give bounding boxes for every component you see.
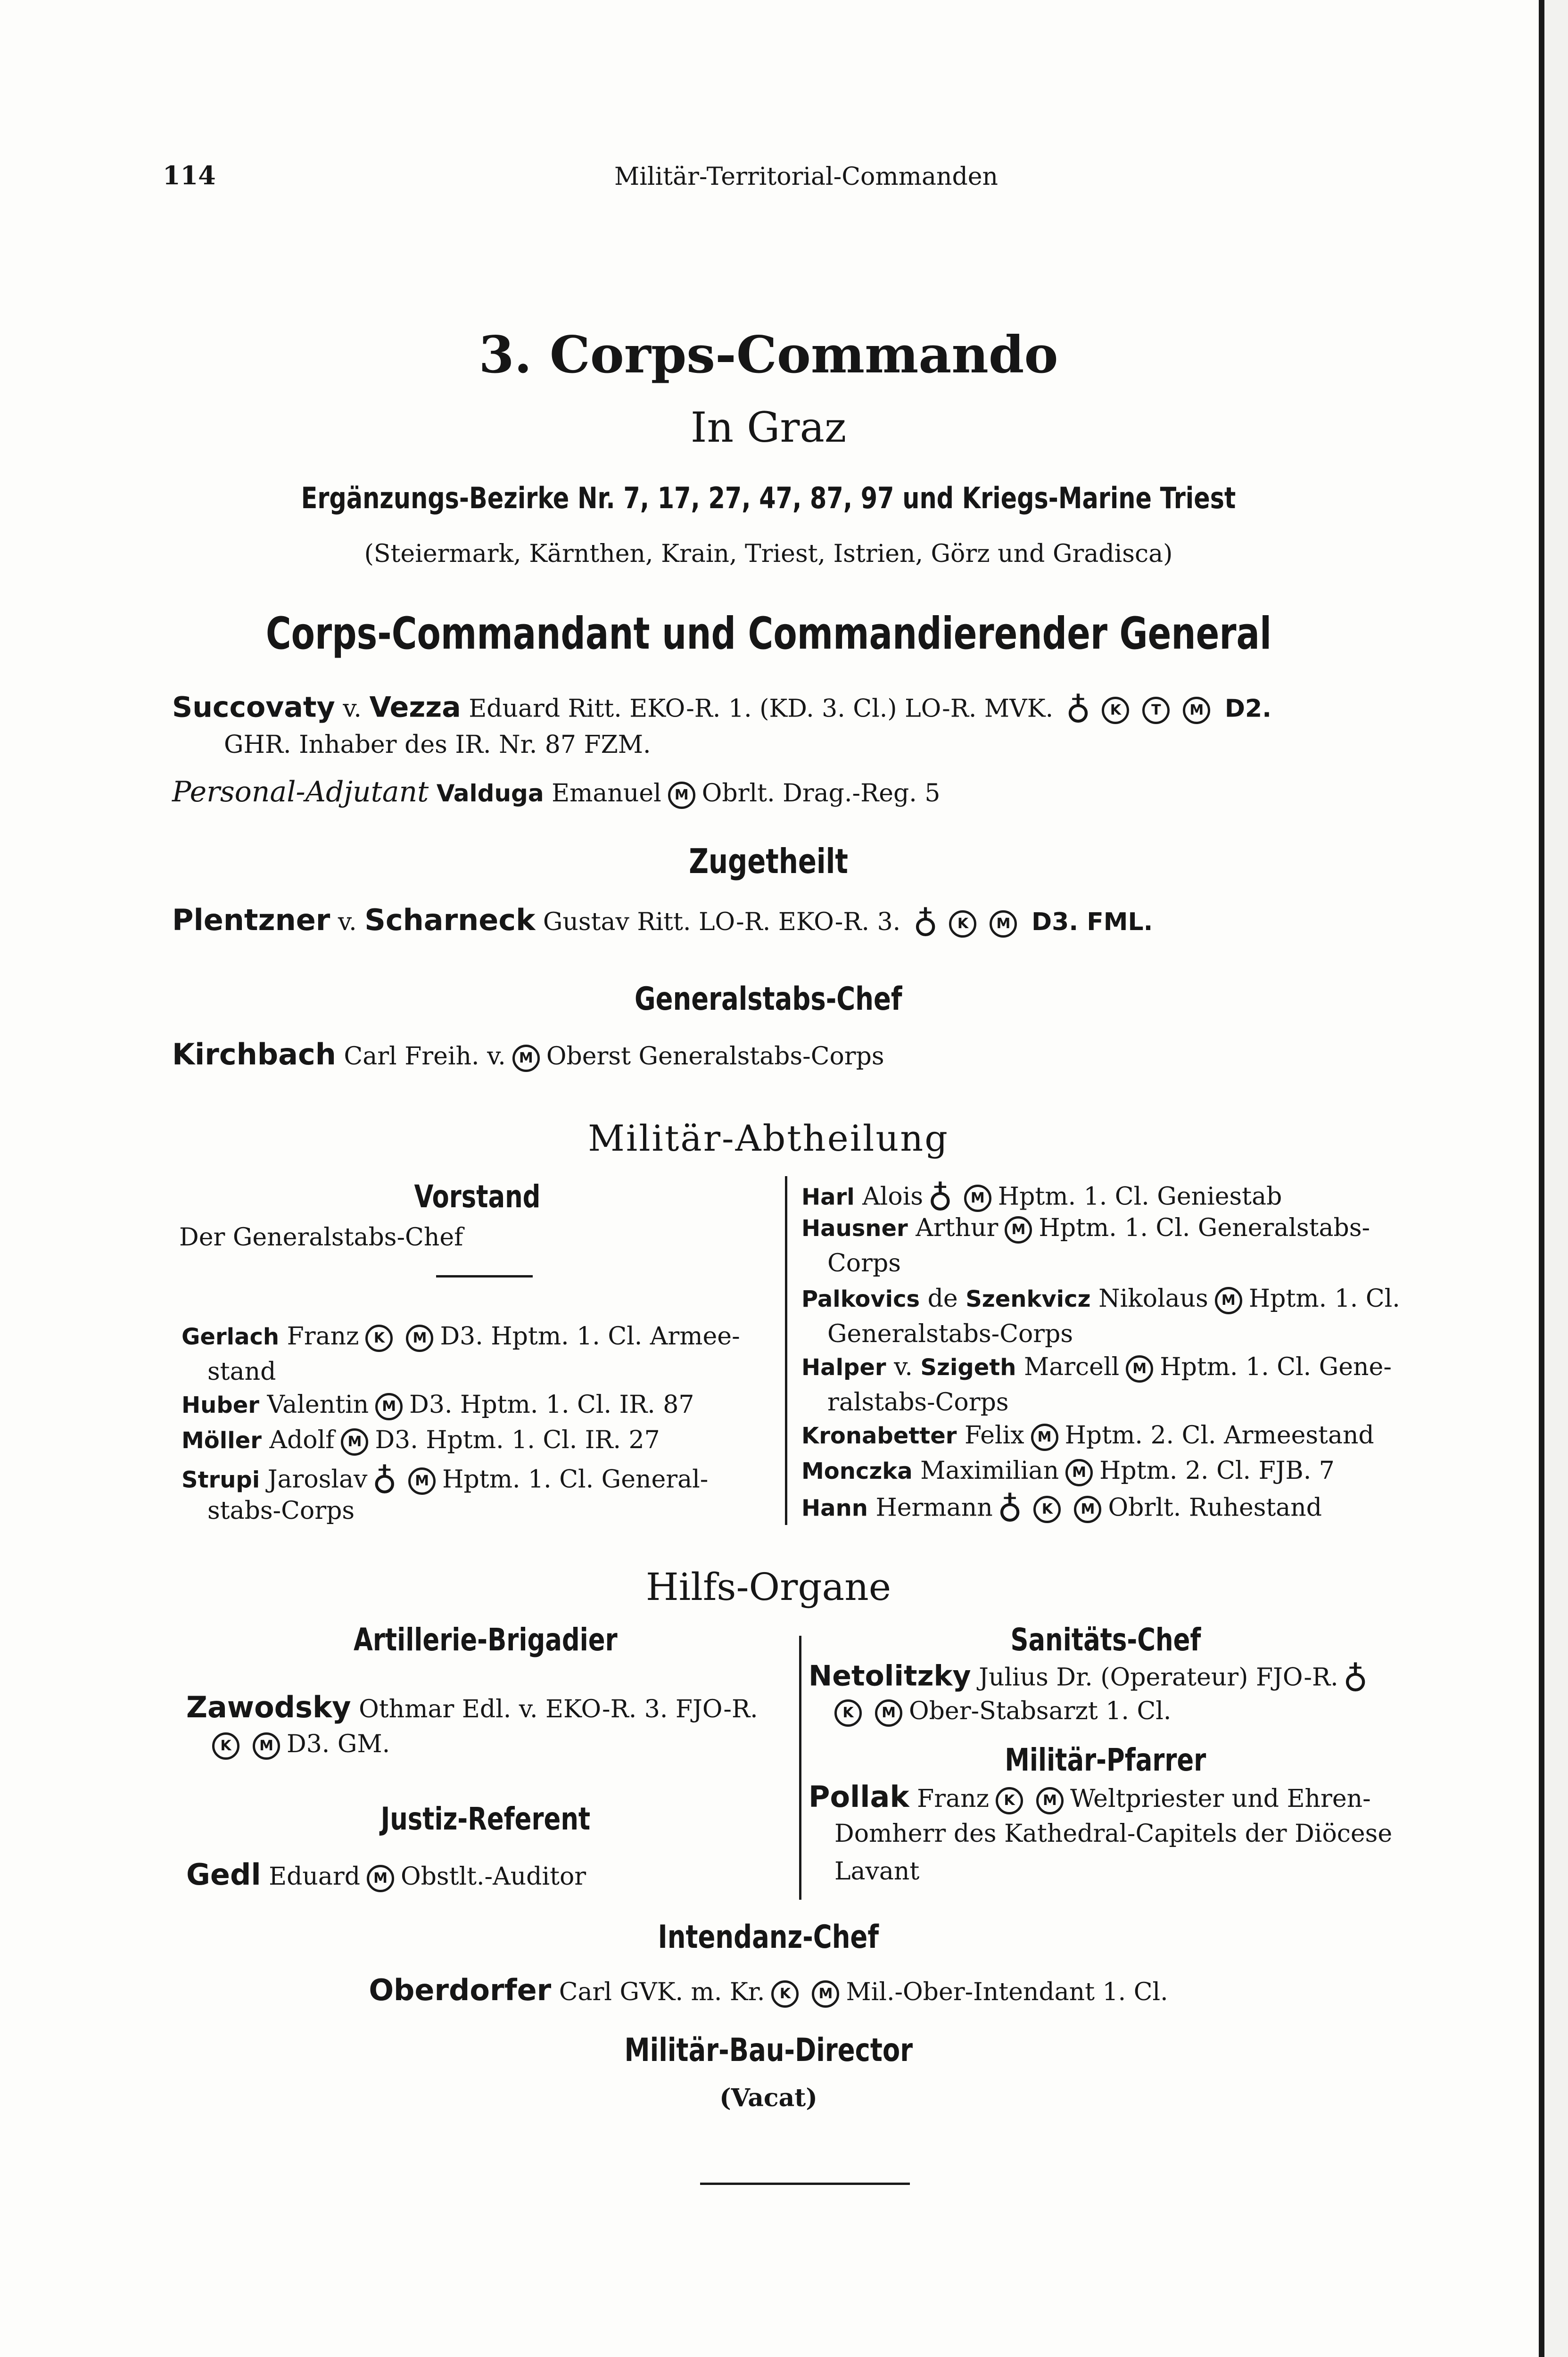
list-item: Halper v. Szigeth Marcell M Hptm. 1. Cl. Gene- [801,1353,1392,1383]
sanitaets-heading: Sanitäts-Chef [1010,1622,1201,1658]
commandant-heading: Corps-Commandant und Commandierender General [265,608,1271,659]
m-medal-icon: M [1031,1424,1058,1451]
vorstand-rule [436,1275,533,1277]
pfarrer-line-3: Lavant [834,1857,920,1886]
list-item-cont: ralstabs-Corps [827,1388,1009,1417]
commandant-line-1: Succovaty v. Vezza Eduard Ritt. EKO-R. 1. (KD. 3. Cl.) LO-R. MVK. ♁ K T M D2. [172,691,1271,730]
m-medal-icon: M [1005,1216,1032,1244]
m-medal-icon: M [408,1467,436,1495]
order-cross-icon: ♁ [372,1461,397,1501]
justiz-heading: Justiz-Referent [380,1801,591,1837]
pfarrer-heading: Militär-Pfarrer [1005,1742,1206,1778]
regions-line: (Steiermark, Kärnthen, Krain, Triest, Istrien, Görz und Gradisca) [364,540,1173,568]
list-item: Strupi Jaroslav ♁ M Hptm. 1. Cl. General- [182,1461,709,1501]
hilfs-heading: Hilfs-Organe [645,1565,891,1609]
adjutant-line: Personal-Adjutant Valduga Emanuel M Obrlt. Drag.-Reg. 5 [172,775,941,808]
list-item-cont: stabs-Corps [207,1497,355,1525]
page-edge-shadow [1539,0,1544,2357]
vorstand-text: Der Generalstabs-Chef [179,1223,463,1252]
order-cross-icon: ♁ [913,904,938,944]
order-cross-icon: ♁ [1065,691,1091,730]
order-cross-icon: ♁ [1343,1659,1368,1699]
sanitaets-line-1: Netolitzky Julius Dr. (Operateur) FJO-R. ♁ [809,1659,1368,1699]
chef-line: Kirchbach Carl Freih. v. M Oberst Generalstabs-Corps [172,1037,884,1071]
list-item: Palkovics de Szenkvicz Nikolaus M Hptm. 1. Cl. [801,1285,1400,1314]
artillerie-line-1: Zawodsky Othmar Edl. v. EKO-R. 3. FJO-R. [186,1690,758,1724]
k-order-icon: K [1033,1496,1061,1523]
zugetheilt-heading: Zugetheilt [689,841,848,881]
list-item: Huber Valentin M D3. Hptm. 1. Cl. IR. 87 [182,1391,694,1420]
running-title: Militär-Territorial-Commanden [614,163,999,191]
list-item: Hausner Arthur M Hptm. 1. Cl. Generalstabs- [801,1214,1370,1244]
m-medal-icon: M [1126,1355,1153,1383]
end-rule [700,2183,910,2185]
bau-heading: Militär-Bau-Director [624,2032,913,2069]
vorstand-heading: Vorstand [414,1178,541,1215]
abtheilung-heading: Militär-Abtheilung [588,1117,949,1159]
districts-text: Ergänzungs-Bezirke Nr. 7, 17, 27, 47, 87, 97 und Kriegs-Marine Triest [301,481,1236,515]
m-medal-icon: M [1074,1496,1101,1523]
justiz-line: Gedl Eduard M Obstlt.-Auditor [186,1857,586,1892]
commandant-line-2: GHR. Inhaber des IR. Nr. 87 FZM. [224,731,651,759]
artillerie-heading: Artillerie-Brigadier [354,1622,618,1658]
pfarrer-line-1: Pollak Franz K M Weltpriester und Ehren- [809,1780,1371,1814]
list-item: Harl Alois ♁ M Hptm. 1. Cl. Geniestab [801,1178,1282,1218]
m-medal-icon: M [367,1865,394,1892]
m-medal-icon: M [812,1980,839,2008]
list-item-cont: Generalstabs-Corps [827,1320,1073,1348]
m-medal-icon: M [875,1699,902,1727]
list-item: Gerlach Franz K M D3. Hptm. 1. Cl. Armee- [182,1322,740,1352]
intendanz-heading: Intendanz-Chef [658,1919,879,1956]
m-medal-icon: M [1065,1459,1093,1486]
intendanz-line: Oberdorfer Carl GVK. m. Kr. K M Mil.-Ober-Intendant 1. Cl. [369,1973,1168,2007]
page-number: 114 [163,160,216,190]
m-medal-icon: M [1215,1287,1242,1314]
k-order-icon: K [771,1980,799,2008]
pfarrer-line-2: Domherr des Kathedral-Capitels der Diöcese [834,1820,1393,1848]
m-medal-icon: M [990,910,1017,938]
m-medal-icon: M [964,1185,991,1212]
order-cross-icon: ♁ [928,1178,953,1218]
sanitaets-line-2: K M Ober-Stabsarzt 1. Cl. [834,1697,1171,1727]
m-medal-icon: M [341,1428,368,1456]
m-medal-icon: M [406,1325,433,1352]
list-item: Hann Hermann ♁ K M Obrlt. Ruhestand [801,1490,1322,1529]
bau-note: (Vacat) [719,2084,817,2112]
t-order-icon: T [1142,697,1170,724]
districts-line [0,481,1537,515]
m-medal-icon: M [668,782,695,809]
column-divider [785,1176,787,1525]
zugetheilt-line: Plentzner v. Scharneck Gustav Ritt. LO-R. EKO-R. 3. ♁ K M D3. FML. [172,903,1153,944]
m-medal-icon: M [1036,1787,1064,1814]
k-order-icon: K [212,1732,239,1760]
m-medal-icon: M [1183,697,1210,724]
artillerie-line-2: K M D3. GM. [212,1730,390,1760]
k-order-icon: K [949,910,976,938]
k-order-icon: K [1102,697,1129,724]
page-title: 3. Corps-Commando [479,325,1058,385]
list-item: Möller Adolf M D3. Hptm. 1. Cl. IR. 27 [182,1426,660,1456]
m-medal-icon: M [512,1045,540,1072]
list-item-cont: stand [207,1358,276,1386]
m-medal-icon: M [253,1732,280,1760]
k-order-icon: K [996,1787,1023,1814]
k-order-icon: K [834,1699,862,1727]
location-title: In Graz [690,403,847,452]
m-medal-icon: M [375,1393,403,1420]
order-cross-icon: ♁ [997,1490,1023,1529]
chef-heading: Generalstabs-Chef [635,981,902,1018]
column-divider [799,1636,801,1900]
list-item: Monczka Maximilian M Hptm. 2. Cl. FJB. 7 [801,1457,1335,1486]
k-order-icon: K [365,1325,393,1352]
list-item: Kronabetter Felix M Hptm. 2. Cl. Armeestand [801,1421,1374,1451]
page-margin [1544,0,1568,2357]
list-item-cont: Corps [827,1249,901,1277]
